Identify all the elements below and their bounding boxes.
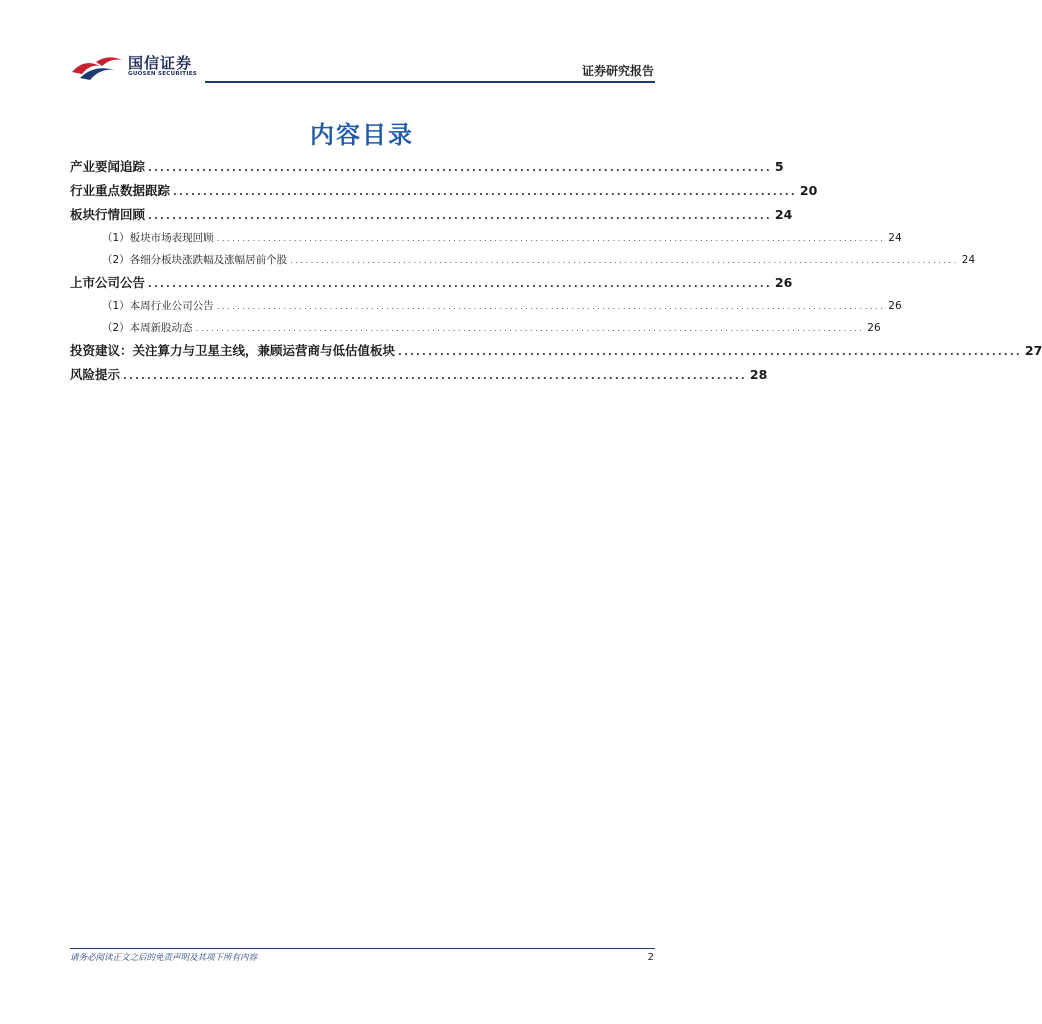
toc-subentry[interactable]	[70, 317, 881, 339]
toc-entry[interactable]	[70, 271, 793, 295]
toc-subentry[interactable]	[70, 227, 902, 249]
toc-subentry-page: 24	[961, 254, 976, 266]
page-number: 2	[647, 952, 654, 963]
toc-leader: ..................................................................................................................................	[290, 256, 959, 265]
toc-title: 内容目录	[310, 121, 414, 149]
brand-name-cn: 国信证券	[128, 54, 193, 72]
brand-name-en: GUOSEN SECURITIES	[128, 71, 198, 77]
toc-subentry[interactable]	[70, 249, 976, 271]
toc-subentry-page: 26	[867, 322, 881, 334]
toc-entry-label: 行业重点数据跟踪	[70, 183, 171, 198]
report-type-label: 证券研究报告	[581, 64, 654, 78]
toc-leader: ........................................................................................................	[148, 211, 772, 222]
toc-leader: ..................................................................................................................................	[216, 234, 886, 243]
toc-entry-page: 20	[799, 183, 818, 198]
toc-entry-page: 24	[774, 207, 793, 222]
toc-entry-label: 风险提示	[70, 367, 121, 382]
toc-leader: ........................................................................................................	[148, 163, 772, 174]
toc-leader: ..................................................................................................................................	[195, 324, 865, 333]
table-of-contents	[70, 155, 1042, 387]
guosen-logo-icon	[70, 52, 125, 82]
toc-leader: ........................................................................................................	[148, 279, 772, 290]
toc-subentry-label: （2）本周新股动态	[102, 322, 193, 334]
toc-entry-page: 5	[774, 159, 784, 174]
toc-entry[interactable]	[70, 179, 818, 203]
toc-leader: ........................................................................................................	[123, 371, 747, 382]
toc-subentry-page: 26	[888, 300, 902, 312]
page-header	[0, 0, 724, 90]
toc-subentry-label: （1）本周行业公司公告	[102, 300, 214, 312]
toc-entry[interactable]	[70, 155, 784, 179]
toc-entry[interactable]	[70, 363, 768, 387]
toc-leader: ..................................................................................................................................	[216, 302, 886, 311]
toc-subentry-label: （1）板块市场表现回顾	[102, 232, 214, 244]
toc-subentry[interactable]	[70, 295, 902, 317]
toc-entry[interactable]	[70, 339, 1042, 363]
toc-entry-label: 上市公司公告	[70, 275, 146, 290]
toc-leader: ........................................................................................................	[398, 347, 1022, 358]
toc-entry-page: 26	[774, 275, 793, 290]
toc-entry-label: 投资建议：关注算力与卫星主线，兼顾运营商与低估值板块	[70, 343, 396, 358]
toc-entry-label: 产业要闻追踪	[70, 159, 146, 174]
toc-entry-label: 板块行情回顾	[70, 207, 146, 222]
footer-divider	[70, 948, 655, 949]
toc-subentry-label: （2）各细分板块涨跌幅及涨幅居前个股	[102, 254, 288, 266]
toc-subentry-page: 24	[888, 232, 902, 244]
toc-leader: ........................................................................................................	[173, 187, 797, 198]
footer-disclaimer: 请务必阅读正文之后的免责声明及其项下所有内容	[70, 953, 258, 963]
toc-entry[interactable]	[70, 203, 793, 227]
header-divider	[205, 81, 655, 83]
toc-entry-page: 27	[1024, 343, 1042, 358]
toc-entry-page: 28	[749, 367, 768, 382]
